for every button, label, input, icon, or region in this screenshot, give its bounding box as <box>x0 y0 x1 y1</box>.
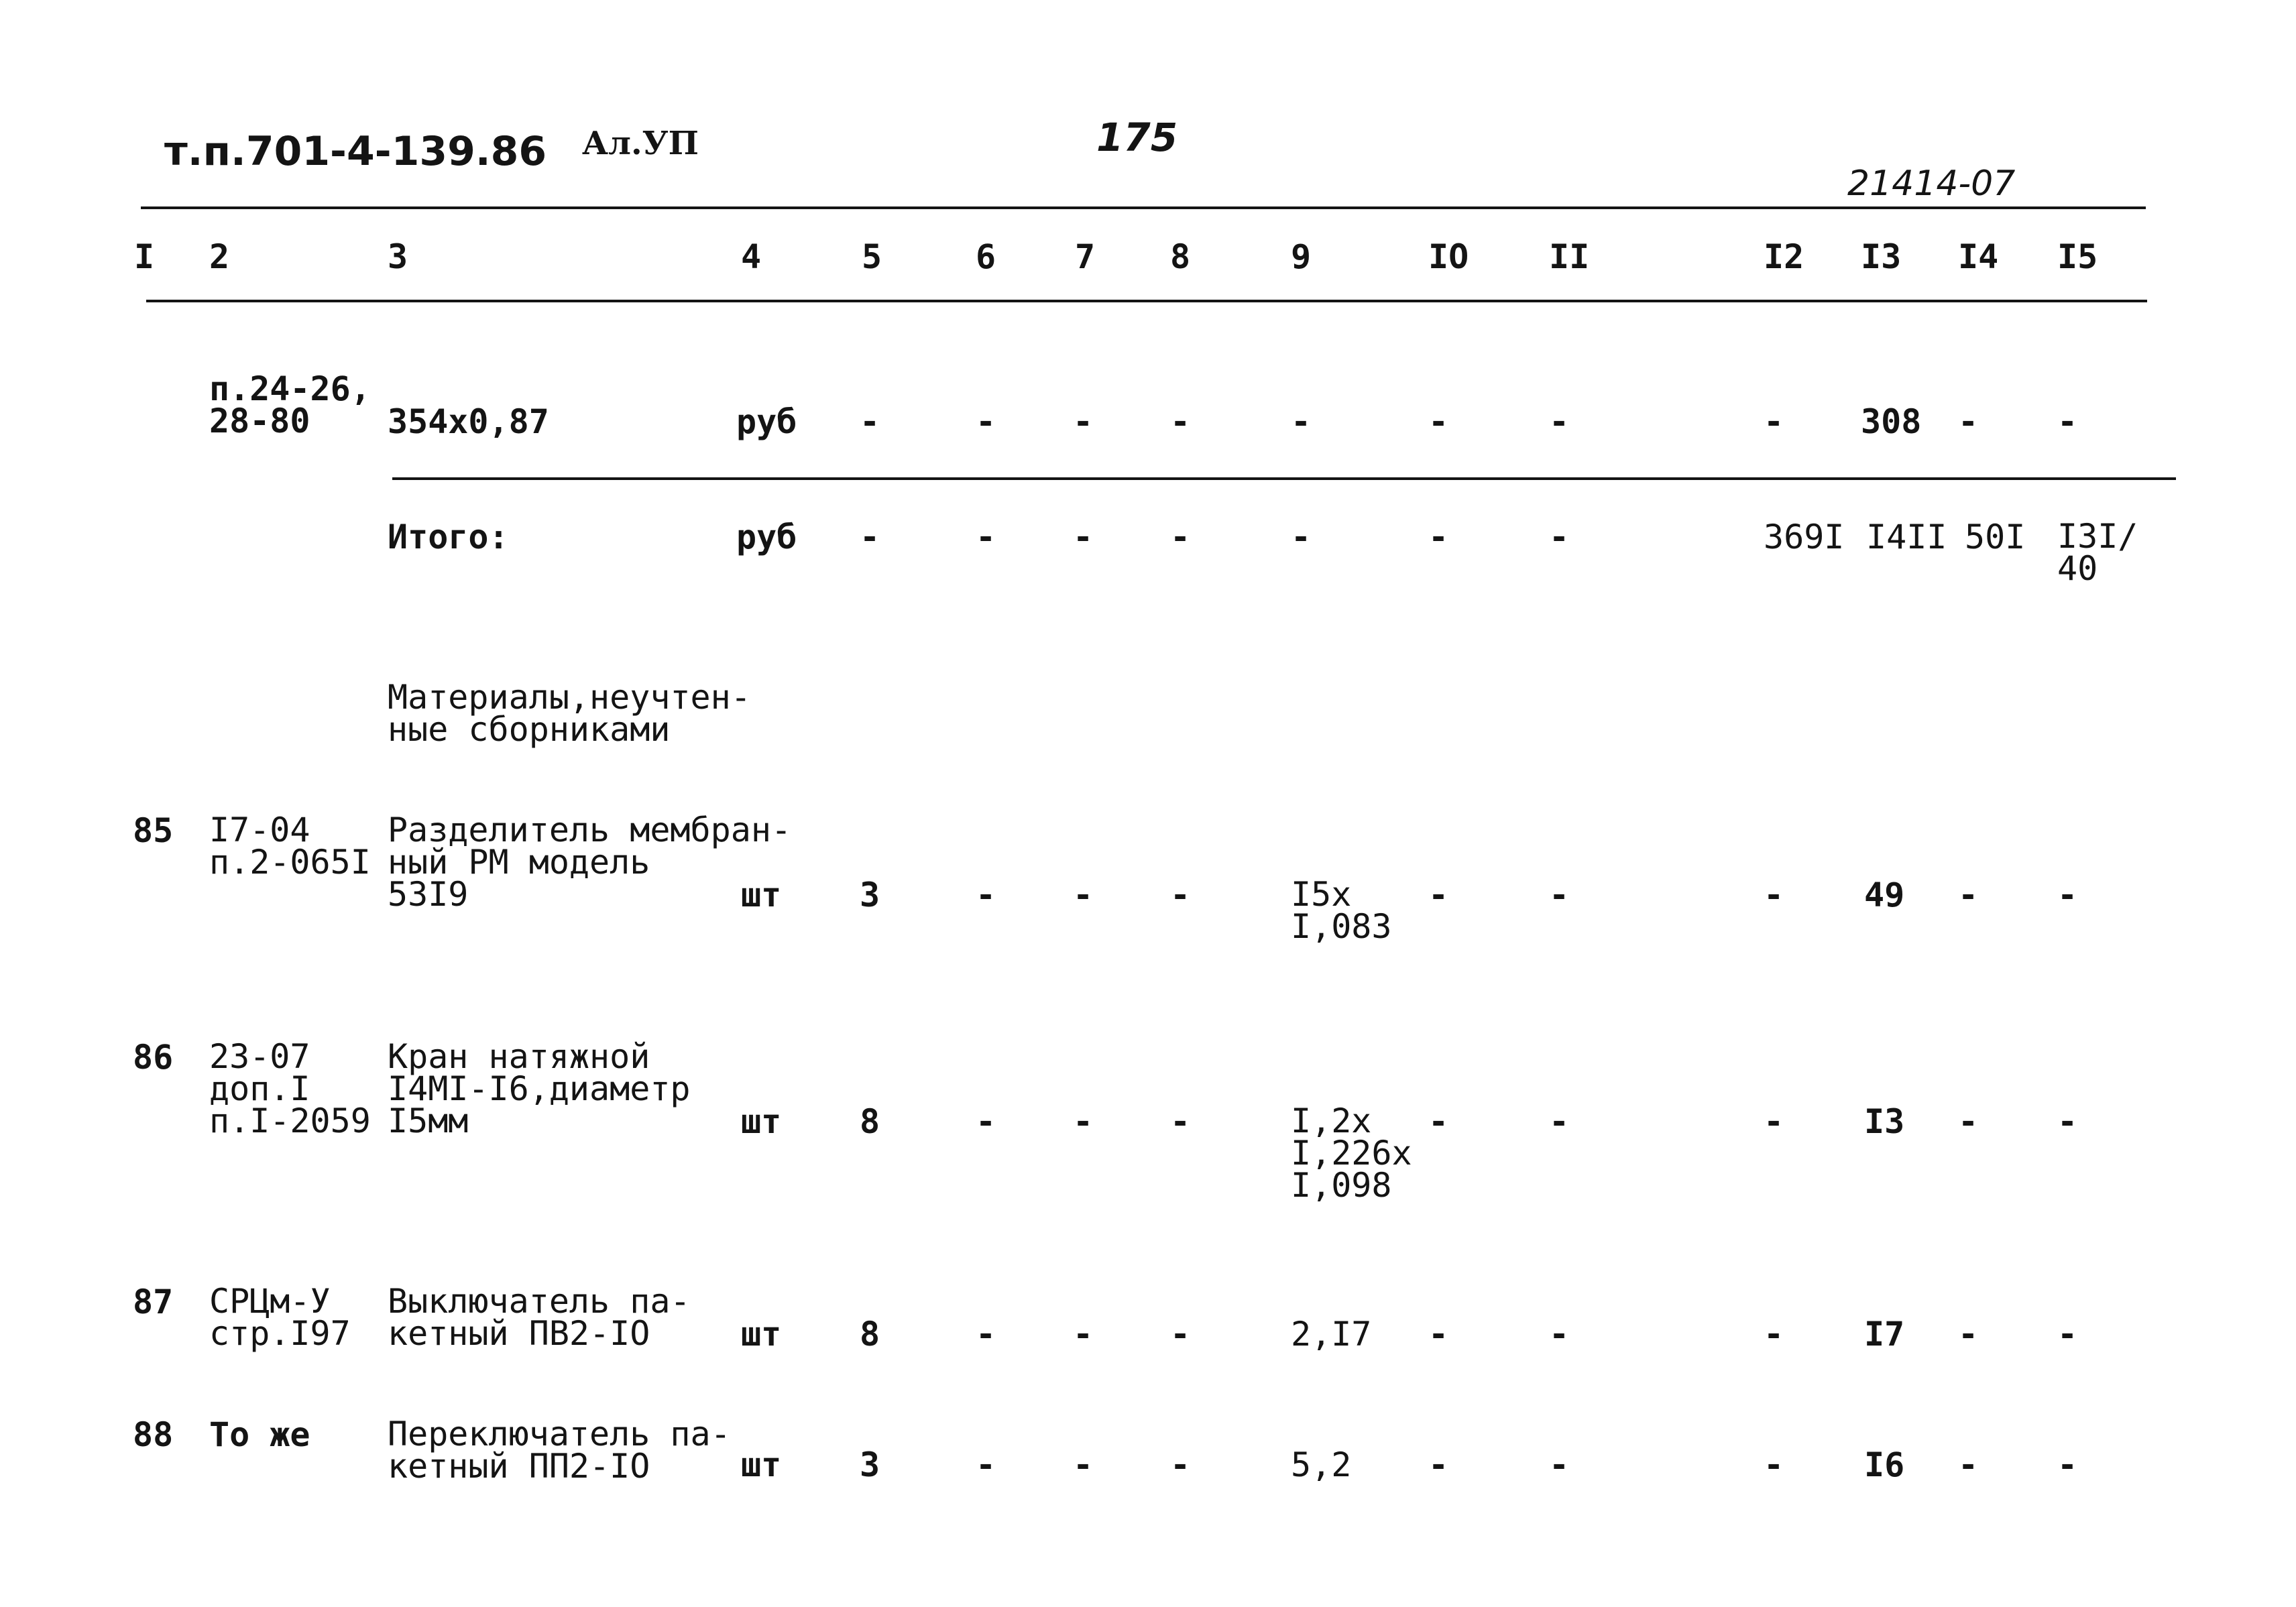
cell-col15: - <box>2057 1102 2078 1141</box>
cell-col6: - <box>976 518 996 556</box>
cell-col12: - <box>1764 1445 1784 1484</box>
cell-col5: 3 <box>860 876 880 914</box>
cell-col15: - <box>2057 402 2078 441</box>
cell-col13: I4II <box>1866 518 1947 556</box>
cell-col6: - <box>976 402 996 441</box>
column-header: IO <box>1428 237 1469 276</box>
column-header: 4 <box>741 237 762 276</box>
cell-col5: - <box>860 518 880 556</box>
column-header: 8 <box>1170 237 1191 276</box>
cell-col9: - <box>1291 518 1312 556</box>
row-unit: шт <box>741 1315 782 1354</box>
cell-col7: - <box>1073 1315 1094 1354</box>
cell-col15: - <box>2057 876 2078 914</box>
row-reference: СРЦм-У стр.I97 <box>209 1282 351 1353</box>
cell-col7: - <box>1073 518 1094 556</box>
cell-col12: - <box>1764 876 1784 914</box>
cell-col11: - <box>1549 518 1570 556</box>
cell-col10: - <box>1428 1102 1449 1141</box>
row-reference: 23-07 доп.I п.I-2059 <box>209 1037 371 1140</box>
cell-col12: 369I <box>1764 518 1845 556</box>
column-header: I <box>134 237 155 276</box>
cell-col8: - <box>1170 402 1191 441</box>
cell-col8: - <box>1170 518 1191 556</box>
cell-col8: - <box>1170 1315 1191 1354</box>
cell-col11: - <box>1549 876 1570 914</box>
cell-col14: - <box>1958 1315 1979 1354</box>
column-header: I3 <box>1861 237 1902 276</box>
column-header: 5 <box>862 237 882 276</box>
cell-col10: - <box>1428 1445 1449 1484</box>
row-name: Кран натяжной I4MI-I6,диаметр I5мм <box>388 1037 691 1140</box>
cell-col6: - <box>976 1315 996 1354</box>
header-bottom-rule <box>146 300 2147 302</box>
row-number: 85 <box>133 811 174 850</box>
row-name: Выключатель па- кетный ПВ2-IO <box>388 1282 691 1353</box>
cell-col13: 49 <box>1864 876 1905 914</box>
cell-col7: - <box>1073 402 1094 441</box>
row-number: 86 <box>133 1038 174 1077</box>
cell-col12: - <box>1764 402 1784 441</box>
row-unit: шт <box>741 876 782 914</box>
column-header: 6 <box>976 237 996 276</box>
page-number: 175 <box>1096 115 1178 160</box>
row-number: 88 <box>133 1415 174 1454</box>
cell-col11: - <box>1549 1315 1570 1354</box>
cell-col7: - <box>1073 1445 1094 1484</box>
cell-col13: I6 <box>1864 1445 1905 1484</box>
cell-col9: I5x I,083 <box>1291 875 1392 946</box>
column-header: I4 <box>1958 237 1999 276</box>
subtotal-rule <box>392 477 2176 480</box>
cell-col15: - <box>2057 1315 2078 1354</box>
cell-col15: I3I/ 40 <box>2057 517 2138 588</box>
row-name: Итого: <box>388 518 509 556</box>
cell-col5: 8 <box>860 1315 880 1354</box>
cell-col14: - <box>1958 1102 1979 1141</box>
cell-col5: 8 <box>860 1102 880 1141</box>
cell-col10: - <box>1428 876 1449 914</box>
column-header: I2 <box>1764 237 1804 276</box>
cell-col14: - <box>1958 876 1979 914</box>
cell-col11: - <box>1549 402 1570 441</box>
cell-col10: - <box>1428 518 1449 556</box>
section-heading: Материалы,неучтен- ные сборниками <box>388 678 751 749</box>
cell-col9: 5,2 <box>1291 1445 1352 1484</box>
row-unit: руб <box>736 402 797 441</box>
cell-col10: - <box>1428 1315 1449 1354</box>
cell-col14: - <box>1958 1445 1979 1484</box>
cell-col11: - <box>1549 1445 1570 1484</box>
row-name: 354x0,87 <box>388 402 549 441</box>
handwritten-stamp: 21414-07 <box>1847 164 2016 204</box>
cell-col9: I,2x I,226x I,098 <box>1291 1102 1412 1205</box>
cell-col12: - <box>1764 1102 1784 1141</box>
cell-col6: - <box>976 1102 996 1141</box>
cell-col9: - <box>1291 402 1312 441</box>
row-unit: руб <box>736 518 797 556</box>
cell-col5: - <box>860 402 880 441</box>
document-code: т.п.701-4-139.86 <box>164 128 547 175</box>
cell-col6: - <box>976 1445 996 1484</box>
cell-col8: - <box>1170 1445 1191 1484</box>
cell-col8: - <box>1170 1102 1191 1141</box>
row-unit: шт <box>741 1102 782 1141</box>
header-top-rule <box>141 206 2146 209</box>
cell-col9: 2,I7 <box>1291 1315 1372 1354</box>
cell-col13: I3 <box>1864 1102 1905 1141</box>
cell-col14: - <box>1958 402 1979 441</box>
column-header: II <box>1549 237 1590 276</box>
cell-col7: - <box>1073 876 1094 914</box>
row-reference: I7-04 п.2-065I <box>209 811 371 882</box>
cell-col7: - <box>1073 1102 1094 1141</box>
column-header: I5 <box>2057 237 2098 276</box>
cell-col13: 308 <box>1861 402 1922 441</box>
cell-col5: 3 <box>860 1445 880 1484</box>
album-label: Ал.УП <box>582 125 699 162</box>
cell-col8: - <box>1170 876 1191 914</box>
cell-col13: I7 <box>1864 1315 1905 1354</box>
column-header: 3 <box>388 237 408 276</box>
row-reference: п.24-26, 28-80 <box>209 369 371 440</box>
cell-col6: - <box>976 876 996 914</box>
cell-col15: - <box>2057 1445 2078 1484</box>
row-name: Разделитель мембран- ный РМ модель 53I9 <box>388 811 792 914</box>
cell-col11: - <box>1549 1102 1570 1141</box>
cell-col14: 50I <box>1965 518 2026 556</box>
row-reference: То же <box>209 1415 310 1454</box>
row-number: 87 <box>133 1283 174 1321</box>
row-unit: шт <box>741 1445 782 1484</box>
cell-col12: - <box>1764 1315 1784 1354</box>
column-header: 2 <box>209 237 230 276</box>
row-name: Переключатель па- кетный ПП2-IO <box>388 1415 731 1486</box>
column-header: 7 <box>1075 237 1096 276</box>
column-header: 9 <box>1291 237 1312 276</box>
cell-col10: - <box>1428 402 1449 441</box>
